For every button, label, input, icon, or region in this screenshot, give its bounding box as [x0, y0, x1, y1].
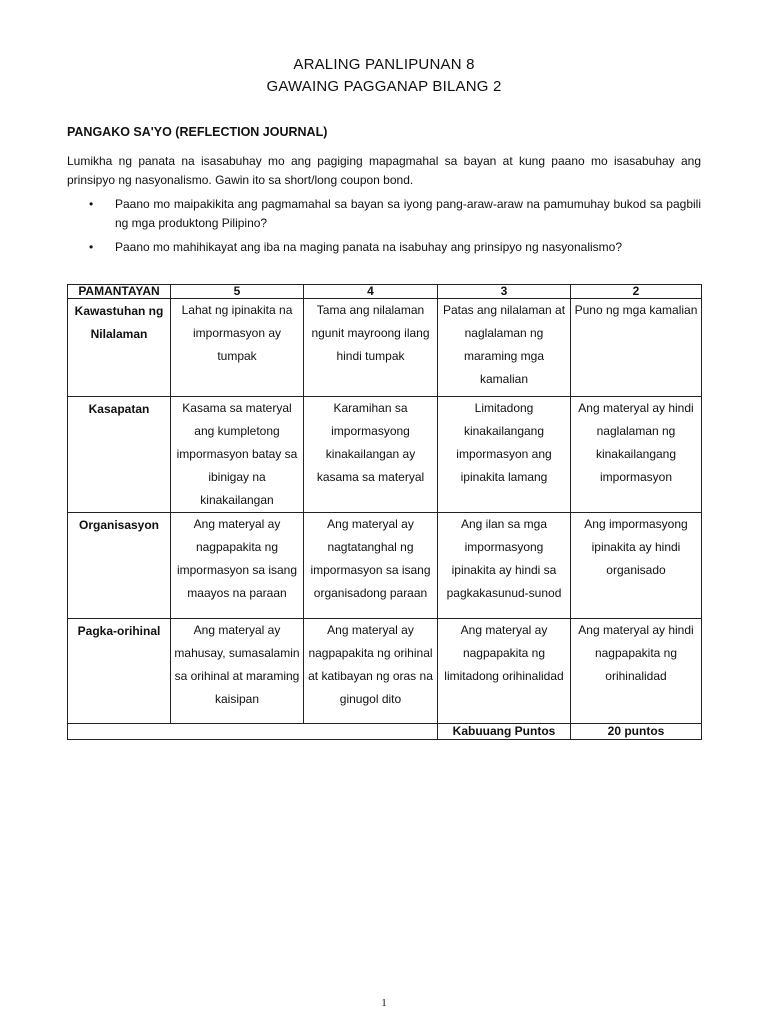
question-list: [67, 195, 701, 262]
rubric-cell: Kasama sa materyal ang kumpletong impormasyon batay sa ibinigay na kinakailangan: [171, 397, 304, 513]
rubric-header-row: [68, 285, 702, 299]
bullet-icon: •: [89, 197, 94, 211]
instructions-paragraph: Lumikha ng panata na isasabuhay mo ang pagiging mapagmahal sa bayan at kung paano mo isasabuhay ang prinsipyo ng nasyonalismo. Gawin ito sa short/long coupon bond.: [67, 154, 701, 187]
criterion-label: Kawastuhan ng Nilalaman: [68, 299, 171, 397]
subject-title: ARALING PANLIPUNAN 8: [293, 56, 475, 73]
rubric-row: [68, 513, 702, 619]
question-text: Paano mo maipakikita ang pagmamahal sa bayan sa iyong pang-araw-araw na pamumuhay bukod sa pagbili ng mga produktong Pilipino?: [115, 197, 701, 230]
rubric-cell: Ang ilan sa mga impormasyong ipinakita ay hindi sa pagkakasunud-sunod: [438, 513, 571, 619]
section-heading: PANGAKO SA'YO (REFLECTION JOURNAL): [67, 125, 328, 139]
criterion-label: Pagka-orihinal: [68, 619, 171, 724]
rubric-cell: Lahat ng ipinakita na impormasyon ay tumpak: [171, 299, 304, 397]
header-score-4: 4: [304, 285, 438, 299]
rubric-cell: Ang materyal ay mahusay, sumasalamin sa orihinal at maraming kaisipan: [171, 619, 304, 724]
header-criteria: PAMANTAYAN: [68, 285, 171, 299]
rubric-row: [68, 299, 702, 397]
criterion-label: Organisasyon: [68, 513, 171, 619]
page-number: 1: [381, 997, 387, 1009]
total-spacer: [68, 724, 438, 740]
rubric-cell: Ang materyal ay nagpapakita ng orihinal at katibayan ng oras na ginugol dito: [304, 619, 438, 724]
total-value: 20 puntos: [571, 724, 702, 740]
rubric-row: [68, 397, 702, 513]
header-score-5: 5: [171, 285, 304, 299]
rubric-cell: Limitadong kinakailangang impormasyon ang ipinakita lamang: [438, 397, 571, 513]
rubric-cell: Ang materyal ay hindi nagpapakita ng orihinalidad: [571, 619, 702, 724]
activity-title: GAWAING PAGGANAP BILANG 2: [266, 78, 502, 95]
question-item: [67, 238, 701, 257]
question-text: Paano mo mahihikayat ang iba na maging panata na isabuhay ang prinsipyo ng nasyonalismo?: [115, 240, 623, 254]
rubric-cell: Ang impormasyong ipinakita ay hindi organisado: [571, 513, 702, 619]
header-score-2: 2: [571, 285, 702, 299]
rubric-row: [68, 619, 702, 724]
rubric-table: [67, 284, 702, 740]
bullet-icon: •: [89, 240, 94, 254]
rubric-cell: Puno ng mga kamalian: [571, 299, 702, 397]
rubric-cell: Ang materyal ay nagtatanghal ng impormasyon sa isang organisadong paraan: [304, 513, 438, 619]
rubric-cell: Ang materyal ay nagpapakita ng limitadong orihinalidad: [438, 619, 571, 724]
rubric-cell: Karamihan sa impormasyong kinakailangan ay kasama sa materyal: [304, 397, 438, 513]
rubric-cell: Ang materyal ay nagpapakita ng impormasyon sa isang maayos na paraan: [171, 513, 304, 619]
rubric-cell: Ang materyal ay hindi naglalaman ng kinakailangang impormasyon: [571, 397, 702, 513]
header-score-3: 3: [438, 285, 571, 299]
criterion-label: Kasapatan: [68, 397, 171, 513]
rubric-cell: Patas ang nilalaman at naglalaman ng maraming mga kamalian: [438, 299, 571, 397]
question-item: [67, 195, 701, 233]
rubric-cell: Tama ang nilalaman ngunit mayroong ilang hindi tumpak: [304, 299, 438, 397]
rubric-total-row: [68, 724, 702, 740]
total-label: Kabuuang Puntos: [438, 724, 571, 740]
